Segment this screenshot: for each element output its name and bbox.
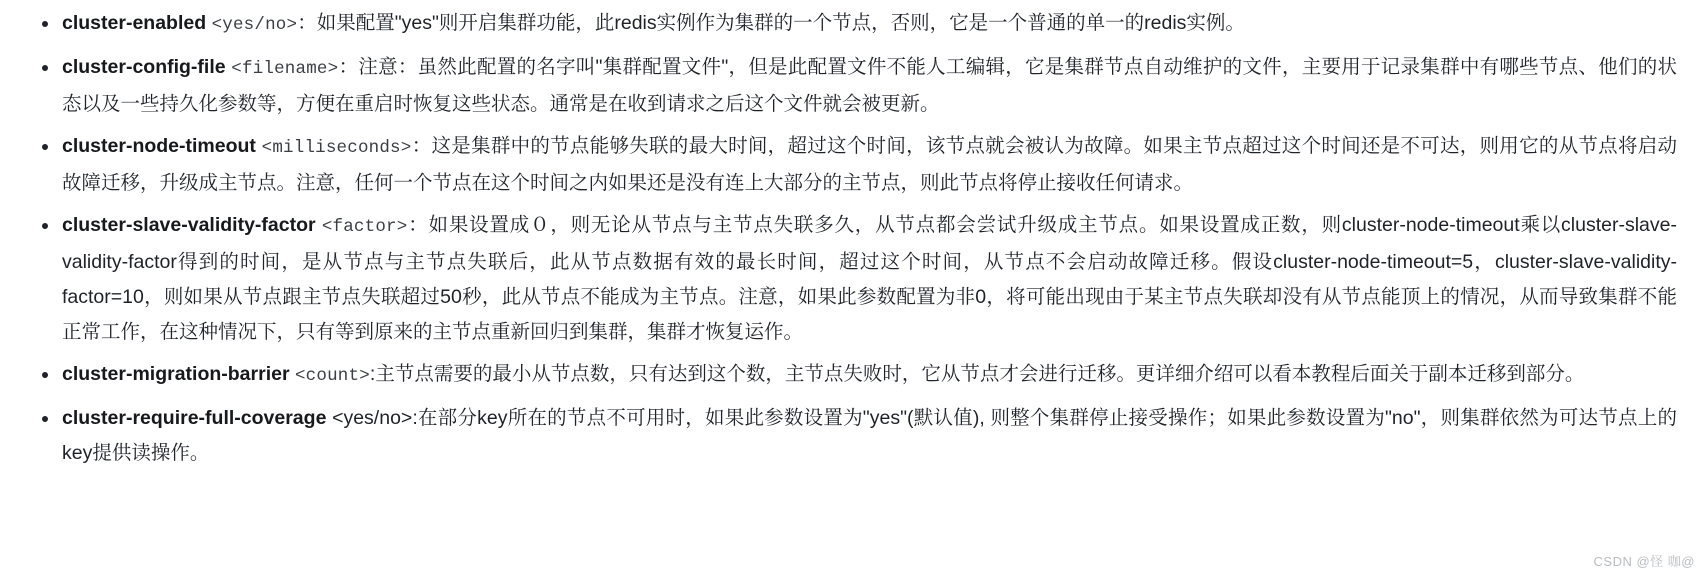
option-placeholder: <yes/no>	[332, 407, 413, 429]
list-item	[36, 357, 1677, 394]
option-term: cluster-require-full-coverage	[62, 407, 327, 429]
list-item	[36, 129, 1677, 201]
option-placeholder: <filename>	[231, 59, 339, 79]
option-description: ：这是集群中的节点能够失联的最大时间，超过这个时间，该节点就会被认为故障。如果主节点超过这个时间还是不可达，则用它的从节点将启动故障迁移，升级成主节点。注意，任何一个节点在这个时间之内如果还是没有连上大部分的主节点，则此节点将停止接收任何请求。	[62, 135, 1677, 194]
option-term: cluster-migration-barrier	[62, 363, 290, 385]
config-option-list	[36, 6, 1677, 471]
option-placeholder: <yes/no>	[211, 15, 298, 35]
option-term: cluster-node-timeout	[62, 135, 256, 157]
option-description: ：如果配置"yes"则开启集群功能，此redis实例作为集群的一个节点，否则，它是一个普通的单一的redis实例。	[297, 12, 1245, 34]
list-item	[36, 401, 1677, 471]
option-description: :在部分key所在的节点不可用时，如果此参数设置为"yes"(默认值), 则整个集群停止接受操作；如果此参数设置为"no"，则集群依然为可达节点上的key提供读操作。	[62, 407, 1678, 464]
list-item	[36, 208, 1677, 350]
option-term: cluster-slave-validity-factor	[62, 214, 316, 236]
watermark: CSDN @怪 咖@	[1593, 554, 1695, 569]
option-placeholder: <factor>	[321, 217, 408, 237]
option-description: ：如果设置成０，则无论从节点与主节点失联多久，从节点都会尝试升级成主节点。如果设置成正数，则cluster-node-timeout乘以cluster-slave-validity-factor得到的时间，是从节点与主节点失联后，此从节点数据有效的最长时间，超过这个时间，从节点不会启动故障迁移。假设cluster-node-timeout=5，cluster-slave-validity-factor=10，则如果从节点跟主节点失联超过50秒，此从节点不能成为主节点。注意，如果此参数配置为非0，将可能出现由于某主节点失联却没有从节点能顶上的情况，从而导致集群不能正常工作，在这种情况下，只有等到原来的主节点重新回归到集群，集群才恢复运作。	[62, 214, 1677, 343]
option-term: cluster-enabled	[62, 12, 207, 34]
list-item	[36, 50, 1677, 122]
option-placeholder: <count>	[294, 366, 370, 386]
option-term: cluster-config-file	[62, 56, 226, 78]
list-item	[36, 6, 1677, 43]
option-placeholder: <milliseconds>	[261, 138, 412, 158]
option-description: ：注意：虽然此配置的名字叫"集群配置文件"，但是此配置文件不能人工编辑，它是集群节点自动维护的文件，主要用于记录集群中有哪些节点、他们的状态以及一些持久化参数等，方便在重启时恢复这些状态。通常是在收到请求之后这个文件就会被更新。	[62, 56, 1677, 115]
option-description: :主节点需要的最小从节点数，只有达到这个数，主节点失败时，它从节点才会进行迁移。更详细介绍可以看本教程后面关于副本迁移到部分。	[369, 363, 1585, 385]
